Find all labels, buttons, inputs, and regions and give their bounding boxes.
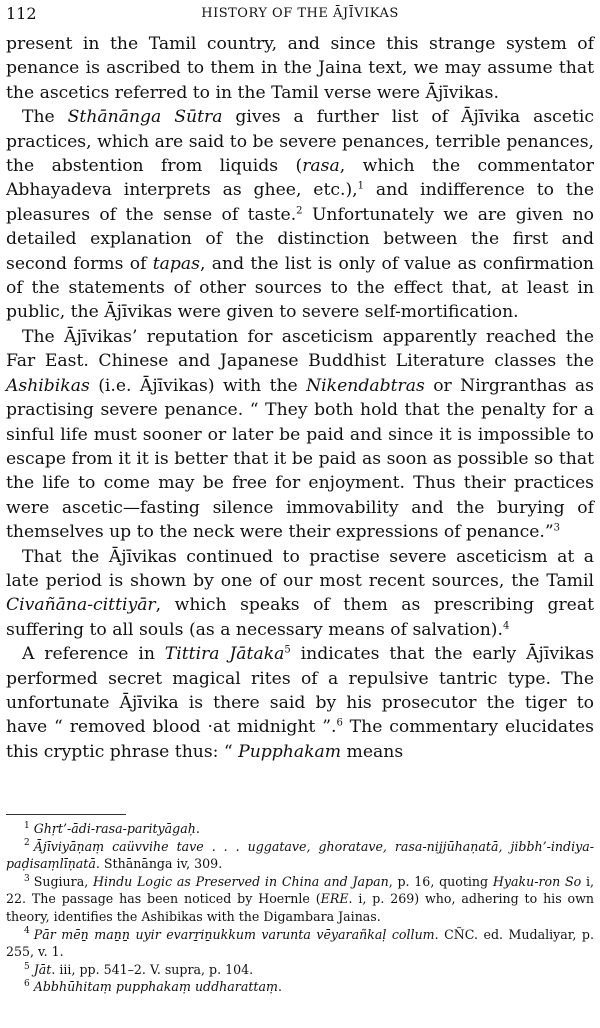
footnote-ref-3[interactable]: 3: [553, 522, 561, 534]
footnote-4: $^4$ Pār mēṉ maṉṉ uyir evarṟiṉukkum varunta vēyarañkaḷ collum. CÑC. ed. Mudaliyar, p. 255, v. 1.: [6, 926, 594, 960]
footnote-3: $^3$ Sugiura, Hindu Logic as Preserved in China and Japan, p. 16, quoting Hyaku-ron So i, 22. The passage has been noticed by Hoernle (ERE. i, p. 269) who, adhering to his own theory, identifies the Ashibikas with the Digambara Jainas.: [6, 873, 594, 924]
footnote-ref-4[interactable]: 4: [502, 620, 510, 632]
footnote-6: $^6$ Abbhūhitaṃ pupphakaṃ uddharattaṃ.: [24, 979, 282, 995]
footnote-1: $^1$ Ghṛt’-ādi-rasa-parityāgaḥ.: [24, 820, 200, 836]
paragraph-5: A reference in Tittira Jātaka$^5$ indicates that the early Ājīvikas performed secret magical rites of a repulsive tantric type. The unfortunate Ājīvika is there said by his prosecutor the tiger to have “ removed blood ·at midnight ”.$^6$ The commentary elucidates this cryptic phrase thus: “ Pupphakam means: [6, 644, 595, 762]
body-text: [6, 32, 594, 764]
paragraph-4: That the Ājīvikas continued to practise severe asceticism at a late period is shown by one of our most recent sources, the Tamil Civañāna-cittiyār, which speaks of them as prescribing great suffering to all souls (as a necessary means of salvation).$^4$: [6, 546, 594, 640]
footnote-divider: [6, 814, 126, 815]
paragraph-1: present in the Tamil country, and since this strange system of penance is ascribed to them in the Jaina text, we may assume that the ascetics referred to in the Tamil verse were Ājīvikas.: [6, 34, 594, 103]
page-header: [6, 3, 594, 25]
footnotes: [6, 820, 594, 996]
page-number: 112: [6, 4, 37, 23]
footnote-2: $^2$ Ājīviyāṇaṃ caüvvihe tave . . . uggatave, ghoratave, rasa-nijjūhaṇatā, jibbh’-indiya-paḍisaṃlīṇatā. Sthānānga iv, 309.: [6, 838, 594, 872]
footnote-ref-5[interactable]: 5: [284, 644, 291, 656]
running-title: HISTORY OF THE ĀJĪVIKAS: [201, 6, 399, 21]
paragraph-2: The Sthānānga Sūtra gives a further list of Ājīvika ascetic practices, which are said to be severe penances, terrible penances, the abstention from liquids (rasa, which the commentator Abhayadeva interprets as ghee, etc.),$^1$ and indifference to the pleasures of the sense of taste.$^2$ Unfortunately we are given no detailed explanation of the distinction between the first and second forms of tapas, and the list is only of value as confirmation of the statements of other sources to the effect that, at least in public, the Ājīvikas were given to severe self-mortification.: [6, 107, 595, 323]
footnote-5: $^5$ Jāt. iii, pp. 541–2. V. supra, p. 104.: [24, 961, 254, 977]
footnote-ref-2[interactable]: 2: [296, 205, 303, 217]
paragraph-3: The Ājīvikas’ reputation for asceticism apparently reached the Far East. Chinese and Japanese Buddhist Literature classes the Ashibikas (i.e. Ājīvikas) with the Nikendabtras or Nirgranthas as practising severe penance. “ They both hold that the penalty for a sinful life must sooner or later be paid and since it is impossible to escape from it it is better that it be paid as soon as possible so that the life to come may be free for enjoyment. Thus their practices were ascetic—fasting silence immovability and the burying of themselves up to the neck were their expressions of penance.”$^3$: [6, 326, 594, 543]
footnote-ref-6[interactable]: 6: [336, 717, 343, 729]
footnote-ref-1[interactable]: 1: [357, 180, 365, 192]
